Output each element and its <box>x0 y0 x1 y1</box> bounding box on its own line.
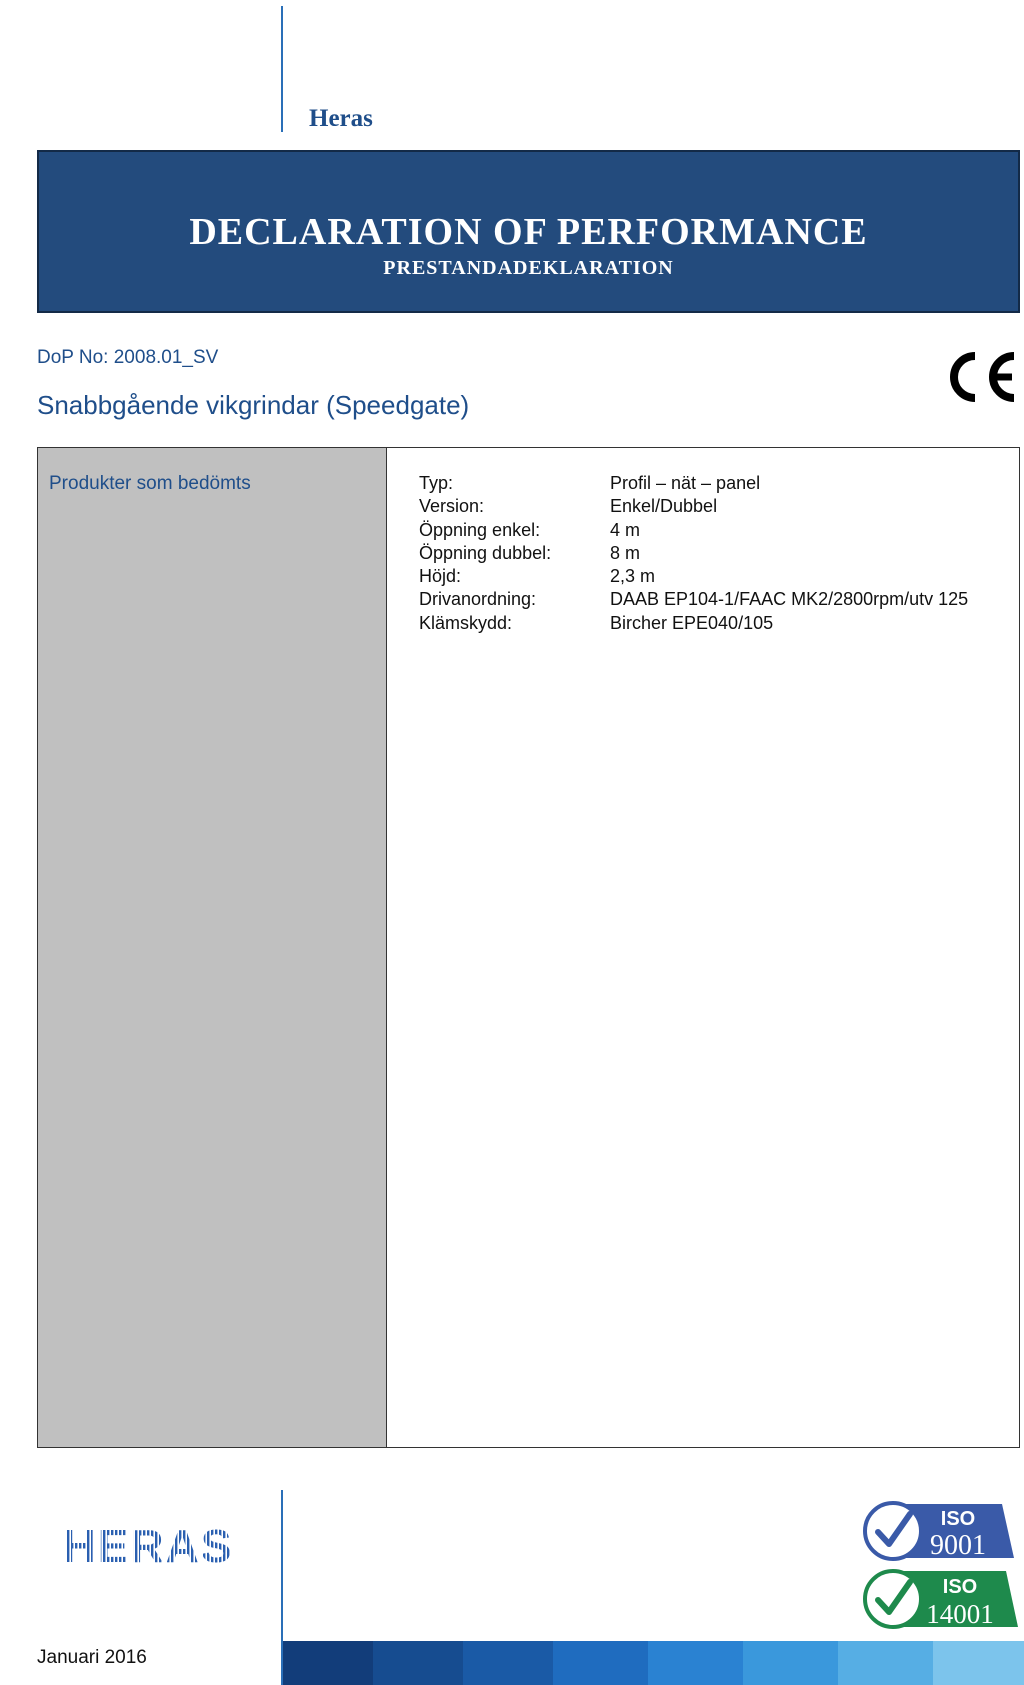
property-value: 8 m <box>610 542 641 563</box>
heras-logo-text: HERAS <box>62 1524 234 1566</box>
property-row <box>419 612 1009 635</box>
property-label: Drivanordning: <box>419 589 537 610</box>
property-label: Typ: <box>419 473 454 493</box>
title-banner <box>37 150 1020 313</box>
ce-mark-icon <box>942 348 1018 406</box>
property-value: DAAB EP104-1/FAAC MK2/2800rpm/utv 125 <box>610 589 969 610</box>
footer-color-band <box>283 1641 1024 1685</box>
iso-14001-badge <box>862 1567 1018 1631</box>
iso-9001-number: 9001 <box>930 1530 986 1561</box>
property-value: Profil – nät – panel <box>610 473 761 493</box>
iso-9001-label: ISO <box>940 1508 976 1530</box>
iso-14001-label: ISO <box>942 1576 978 1598</box>
property-row <box>419 519 1009 542</box>
property-label: Klämskydd: <box>419 612 513 633</box>
header-divider-line <box>281 6 283 132</box>
property-value: Bircher EPE040/105 <box>610 612 774 633</box>
property-row <box>419 472 1009 495</box>
document-title: DECLARATION OF PERFORMANCE <box>189 211 868 253</box>
issue-date: Januari 2016 <box>37 1647 147 1668</box>
dop-number: DoP No: 2008.01_SV <box>37 347 219 368</box>
table-left-column <box>38 448 387 1447</box>
products-assessed-heading: Produkter som bedömts <box>49 473 251 494</box>
property-label: Version: <box>419 496 485 517</box>
property-row <box>419 542 1009 565</box>
property-row <box>419 565 1009 588</box>
document-subtitle: PRESTANDADEKLARATION <box>383 257 674 279</box>
property-row <box>419 588 1009 611</box>
iso-14001-number: 14001 <box>926 1599 994 1629</box>
property-label: Öppning dubbel: <box>419 542 552 563</box>
property-value: 2,3 m <box>610 566 656 587</box>
property-label: Höjd: <box>419 566 462 587</box>
property-row <box>419 495 1009 518</box>
property-label: Öppning enkel: <box>419 519 541 540</box>
property-list <box>419 472 1009 635</box>
assessment-table <box>37 447 1020 1448</box>
heras-logo <box>43 1524 253 1566</box>
iso-9001-badge <box>862 1500 1014 1562</box>
property-value: 4 m <box>610 519 641 540</box>
brand-name: Heras <box>309 105 373 132</box>
product-title: Snabbgående vikgrindar (Speedgate) <box>37 390 470 420</box>
property-value: Enkel/Dubbel <box>610 496 718 517</box>
